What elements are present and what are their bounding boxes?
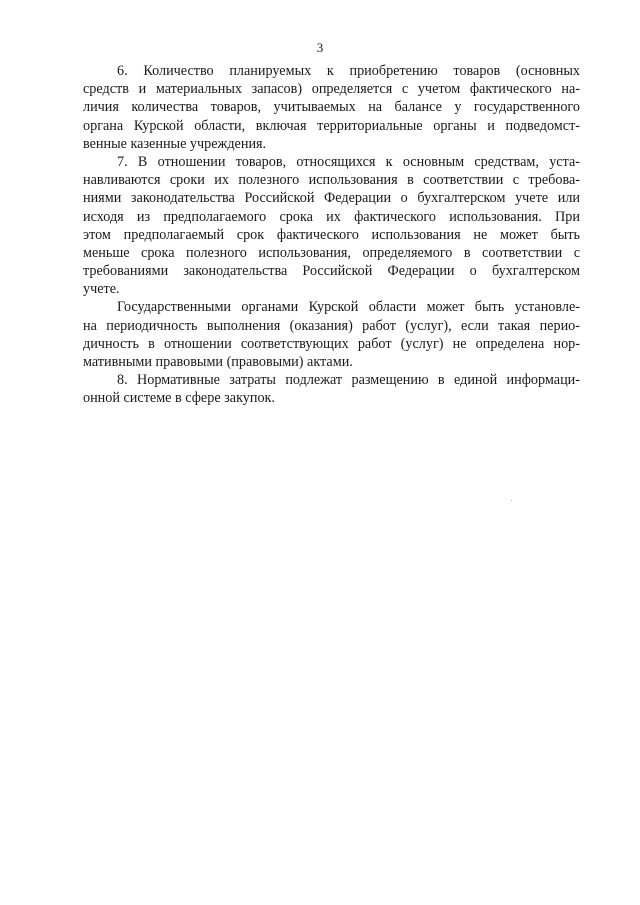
scan-speck <box>511 500 512 501</box>
paragraph-7-line-4: исходя из предполагаемого срока их фактического использования. При <box>83 208 580 225</box>
paragraph-6-line-4: органа Курской области, включая территориальные органы и подведомст- <box>83 117 580 134</box>
paragraph-7-line-1: 7. В отношении товаров, относящихся к основным средствам, уста- <box>117 153 580 170</box>
paragraph-7-line-2: навливаются сроки их полезного использования в соответствии с требова- <box>83 172 580 189</box>
paragraph-7b-line-2: на периодичность выполнения (оказания) работ (услуг), если такая перио- <box>83 317 580 334</box>
paragraph-7-line-3: ниями законодательства Российской Федерации о бухгалтерском учете или <box>83 190 580 207</box>
paragraph-7b-line-1: Государственными органами Курской области может быть установле- <box>117 299 580 316</box>
paragraph-7b-line-3: дичность в отношении соответствующих работ (услуг) не определена нор- <box>83 335 580 352</box>
paragraph-7-line-7: требованиями законодательства Российской Федерации о бухгалтерском <box>83 263 580 280</box>
paragraph-6-line-5: венные казенные учреждения. <box>83 135 267 152</box>
document-body <box>83 62 580 408</box>
paragraph-6-line-3: личия количества товаров, учитываемых на балансе у государственного <box>83 99 580 116</box>
page-number: 3 <box>316 40 324 55</box>
paragraph-7b-line-4: мативными правовыми (правовыми) актами. <box>83 354 353 370</box>
paragraph-7-line-8: учете. <box>83 281 120 298</box>
paragraph-7-line-6: меньше срока полезного использования, определяемого в соответствии с <box>83 244 580 261</box>
paragraph-6-line-1: 6. Количество планируемых к приобретению товаров (основных <box>117 63 580 79</box>
paragraph-7-line-5: этом предполагаемый срок фактического использования не может быть <box>83 226 580 243</box>
paragraph-6-line-2: средств и материальных запасов) определяется с учетом фактического на- <box>83 81 580 98</box>
paragraph-8-line-2: онной системе в сфере закупок. <box>83 390 275 407</box>
paragraph-8-line-1: 8. Нормативные затраты подлежат размещению в единой информаци- <box>117 372 580 389</box>
